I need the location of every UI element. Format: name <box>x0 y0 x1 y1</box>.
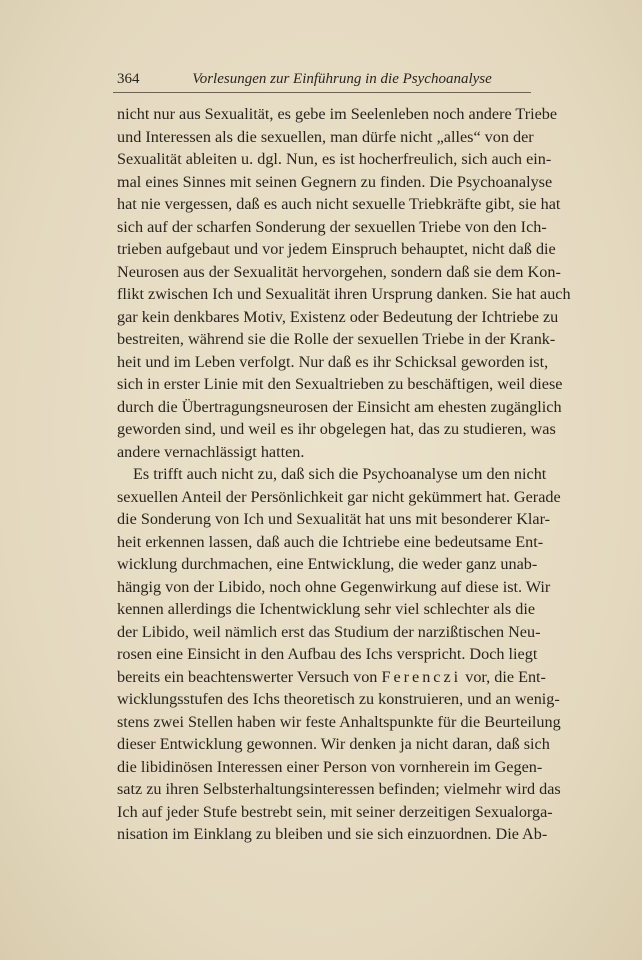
text-line: die Sonderung von Ich und Sexualität hat uns mit besonderer Klar- <box>117 510 551 528</box>
text-line: wicklung durchmachen, eine Entwicklung, die weder ganz unab- <box>117 555 538 573</box>
paragraph <box>117 463 561 846</box>
spaced-name: Ferenczi <box>381 667 462 686</box>
text-line: der Libido, weil nämlich erst das Studium der narzißtischen Neu- <box>117 622 541 641</box>
text-line: kennen allerdings die Ichentwicklung sehr viel schlechter als die <box>117 600 536 618</box>
text-line: hat nie vergessen, daß es auch nicht sexuelle Triebkräfte gibt, sie hat <box>117 195 561 213</box>
text-line: nicht nur aus Sexualität, es gebe im Seelenleben noch andere Triebe <box>117 105 558 123</box>
text-line: wicklungsstufen des Ichs theoretisch zu konstruieren, und an wenig- <box>117 690 560 708</box>
text-line: hängig von der Libido, noch ohne Gegenwirkung auf diese ist. Wir <box>117 577 551 596</box>
text-line: trieben aufgebaut und vor jedem Einspruch behauptet, nicht daß die <box>117 240 556 258</box>
text-line: Sexualität ableiten u. dgl. Nun, es ist hocherfreulich, sich auch ein- <box>117 150 552 168</box>
text-line: sexuellen Anteil der Persönlichkeit gar nicht gekümmert hat. Gerade <box>117 487 561 506</box>
text-line: rosen eine Einsicht in den Aufbau des Ichs verspricht. Doch liegt <box>117 645 538 663</box>
text-line: heit und im Leben verfolgt. Nur daß es ihr Schicksal geworden ist, <box>117 352 549 371</box>
text-line: Neurosen aus der Sexualität hervorgehen, sondern daß sie dem Kon- <box>117 262 561 281</box>
text-line: gar kein denkbares Motiv, Existenz oder Bedeutung der Ichtriebe zu <box>117 307 559 326</box>
paragraph <box>117 103 571 463</box>
text-line: und Interessen als die sexuellen, man dürfe nicht „alles“ von der <box>117 127 534 146</box>
text-line: flikt zwischen Ich und Sexualität ihren Ursprung danken. Sie hat auch <box>117 285 571 303</box>
text-line: heit erkennen lassen, daß auch die Ichtriebe eine bedeutsame Ent- <box>117 532 544 551</box>
page-number: 364 <box>117 71 140 87</box>
running-head: Vorlesungen zur Einführung in die Psychoanalyse <box>192 71 492 87</box>
text-line: stens zwei Stellen haben wir feste Anhaltspunkte für die Beurteilung <box>117 712 561 731</box>
text-line: satz zu ihren Selbsterhaltungsinteressen befinden; vielmehr wird das <box>117 780 561 798</box>
text-line: bestreiten, während sie die Rolle der sexuellen Triebe in der Krank- <box>117 330 556 348</box>
header-rule <box>113 92 531 93</box>
text-line: geworden sind, und weil es ihr obgelegen hat, das zu studieren, was <box>117 420 556 438</box>
text-line: durch die Übertragungsneurosen der Einsicht am ehesten zugänglich <box>117 397 562 416</box>
page-header <box>117 69 527 89</box>
text-line: die libidinösen Interessen einer Person von vornherein im Gegen- <box>117 757 543 776</box>
text-line: nisation im Einklang zu bleiben und sie sich einzuordnen. Die Ab- <box>117 825 548 843</box>
text-segment: bereits ein beachtenswerter Versuch von <box>117 667 382 686</box>
text-line: mal eines Sinnes mit seinen Gegnern zu finden. Die Psychoanalyse <box>117 172 553 191</box>
text-segment: vor, die Ent- <box>461 667 546 686</box>
text-line: Es trifft auch nicht zu, daß sich die Psychoanalyse um den nicht <box>133 465 547 483</box>
text-line <box>117 666 546 689</box>
text-line: Ich auf jeder Stufe bestrebt sein, mit seiner derzeitigen Sexualorga- <box>117 802 553 821</box>
text-line: sich in erster Linie mit den Sexualtrieben zu beschäftigen, weil diese <box>117 375 563 393</box>
text-line: andere vernachlässigt hatten. <box>117 442 305 461</box>
body-text <box>117 103 571 846</box>
text-line: dieser Entwicklung gewonnen. Wir denken ja nicht daran, daß sich <box>117 735 550 753</box>
text-line: sich auf der scharfen Sonderung der sexuellen Triebe von den Ich- <box>117 217 547 236</box>
